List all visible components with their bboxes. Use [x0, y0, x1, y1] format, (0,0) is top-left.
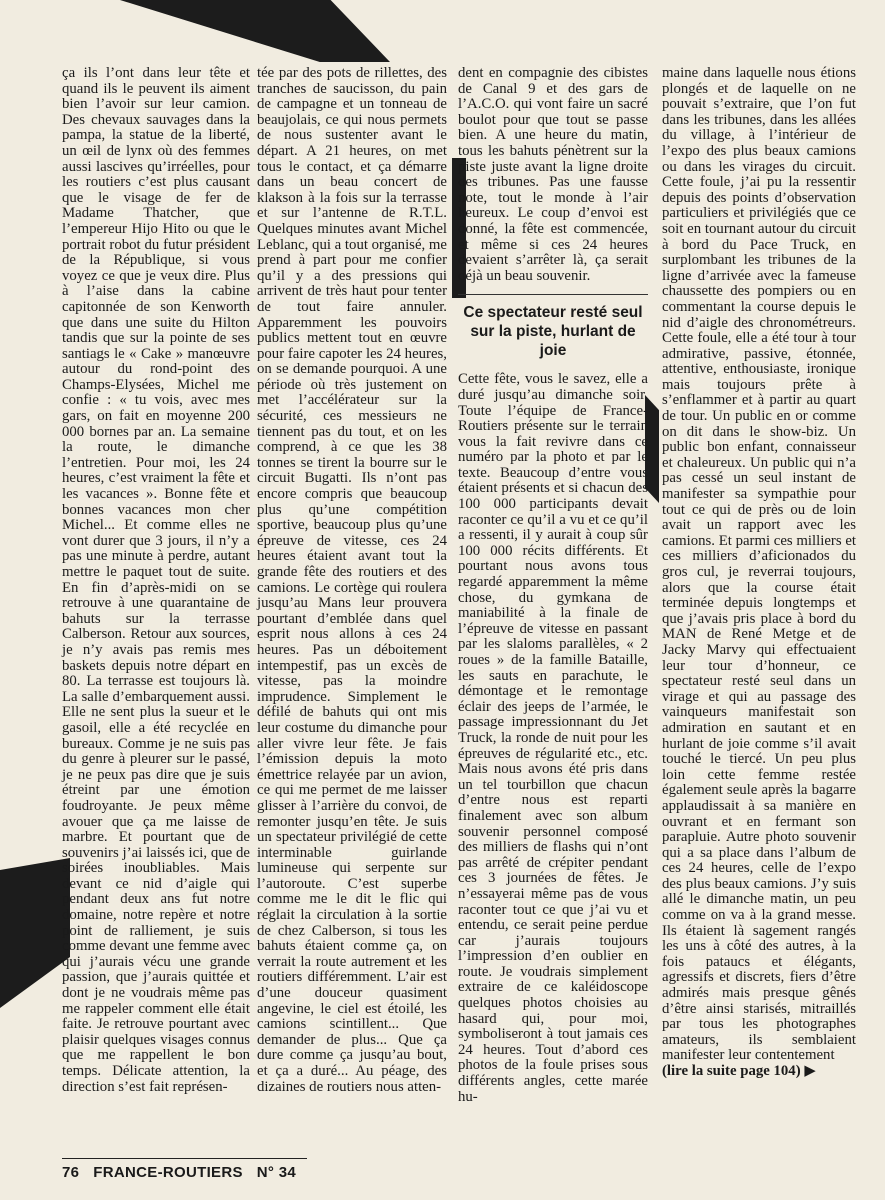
article-column-1 — [62, 66, 250, 1095]
article-column-4 — [662, 66, 856, 1080]
article-text: Cette fête, vous le savez, elle a duré jusqu’au dimanche soir. Toute l’équipe de France-Routiers présente sur le terrain vous la fait revivre dans ce numéro par la photo et par le texte. Beaucoup d’entre vous étaient présents et si chacun des 100 000 participants devait raconter ce qu’il a vu et ce qu’il a ressenti, il y aurait à coup sûr 100 000 récits différents. Et pourtant nous avons tous regardé apparemment la même chose, du gymkana de maniabilité à la finale de l’épreuve de vitesse en passant par les slaloms parallèles, « 2 roues » de la famille Bataille, les sauts en parachute, le démontage et le remontage éclair des jeeps de l’armée, le passage impressionnant du Jet Truck, la ronde de nuit pour les épreuves de régularité etc., etc. Mais nous avons été pris dans un tel tourbillon que chacun d’entre nous est reparti finalement avec son album souvenir personnel composé des milliers de flashs qui n’ont pas arrêté de crépiter pendant ces 3 journées de fêtes. Je n’essayerai même pas de vous raconter tout ce que j’ai vu et entendu, ce serait peine perdue car j’aurais toujours l’impression d’en oublier en route. Je voudrais simplement extraire de ce kaléidoscope quelques photos choisies au hasard qui, pour moi, symboliseront à tout jamais ces 24 heures. Tout d’abord ces photos de la foule prises sous différents angles, cette marée hu- — [458, 371, 648, 1105]
page-number: 76 — [62, 1164, 80, 1181]
article-column-3 — [458, 66, 648, 1105]
page-footer — [62, 1164, 296, 1181]
issue-number: N° 34 — [256, 1164, 296, 1181]
magazine-name: FRANCE-ROUTIERS — [93, 1164, 243, 1181]
decorative-shape-left — [0, 858, 70, 1008]
article-text: dent en compagnie des cibistes de Canal 9 et des gars de l’A.C.O. qui vont faire un sacré boulot pour que tout se passe bien. A une heure du matin, tous les bahuts pénètrent sur la piste juste avant la ligne droite des tribunes. Pas une fausse note, tout le monde à l’air heureux. Le coup d’envoi est donné, la fête est commencée, et même si ces 24 heures devaient s’arrêter là, ça serait déjà un beau souvenir. — [458, 65, 648, 284]
footer-rule — [62, 1158, 307, 1159]
decorative-shape-top — [120, 0, 390, 62]
section-heading: Ce spectateur resté seul sur la piste, hurlant de joie — [458, 294, 648, 360]
article-text: ça ils l’ont dans leur tête et quand ils le peuvent ils aiment bien l’avoir sur leur camion. Des chevaux sauvages dans la pampa, la statue de la liberté, un œil de lynx où des femmes aussi lascives qu’irréelles, pour les routiers c’est plus causant que le visage de fer de Madame Thatcher, que l’empereur Hijo Hito ou que le portrait robot du futur président de la République, si vous voyez ce que je veux dire. Plus à l’aise dans la cabine capitonnée de son Kenworth que dans une suite du Hilton tandis que sur la pointe de ses santiags le « Cake » manœuvre autour du rond-point des Champs-Elysées, Michel me confie : « tu vois, avec mes gars, on fait en moyenne 200 000 bornes par an. La semaine la route, le dimanche l’entretien. Pour moi, les 24 heures, c’est vraiment la fête et les vacances ». Bonne fête et bonnes vacances mon cher Michel... Et comme elles ne vont durer que 3 jours, il n’y a pas une minute à perdre, autant mettre le paquet tout de suite. En fin d’après-midi on se retrouve à une quarantaine de bahuts sur la terrasse Calberson. Retour aux sources, je n’y avais pas remis mes baskets depuis notre départ en 80. La terrasse est toujours là. La salle d’embarquement aussi. Elle ne sent plus la sueur et le gasoil, elle a été recyclée en bureaux. Comme je ne suis pas du genre à pleurer sur le passé, je ne peux pas dire que je suis étreint par une émotion foudroyante. Je peux même avouer que ça me laisse de marbre. Et pourtant que de souvenirs j’ai laissés ici, que de soirées inoubliables. Mais devant ce nid d’aigle qui pendant deux ans fut notre domaine, notre repère et notre point de ralliement, je suis comme devant une femme avec qui j’aurais vécu une grande passion, que j’aurais quittée et dont je ne voudrais même pas me rappeler comment elle était faite. Je retrouve pourtant avec plaisir quelques visages connus que me rappellent le bon temps. Délicate attention, la direction s’est fait représen- — [62, 65, 250, 1095]
article-text: maine dans laquelle nous étions plongés et de laquelle on ne pouvait s’extraire, que l’on fut dans les tribunes, dans les allées du village, à l’intérieur de l’expo des plus beaux camions ou dans les virages du circuit. Cette foule, j’ai pu la ressentir depuis des points d’observation particuliers et privilégiés que ce soit en tournant autour du circuit à bord du Pace Truck, en surplombant les tribunes de la ligne d’arrivée avec la fameuse chaussette des pompiers ou en commentant la course depuis le nid d’aigle des chronométreurs. Cette foule, elle a été tour à tour admirative, passive, étonnée, attentive, enthousiaste, ironique mais toujours prête à s’enflammer et à partir au quart de tour. Un public en or comme on dit dans le show-biz. Un public bon enfant, connaisseur et chaleureux. Un public qui n’a pas cessé un seul instant de manifester sa sympathie pour tout ce qui de près ou de loin avait un rapport avec les camions. Et parmi ces milliers et ces milliers d’aficionados du gros cul, je reverrai toujours, alors que la course était terminée depuis longtemps et que j’avais pris place à bord du MAN de René Metge et de Jacky Marvy qui effectuaient leur tour d’honneur, ce spectateur resté seul dans un virage et qui au passage des vainqueurs manifestait son admiration en sautant et en hurlant de joie comme s’il avait touché le tiercé. Un peu plus loin cette femme restée également seule après la bagarre applaudissait à sa manière en ouvrant et en fermant son parapluie. Autre photo souvenir qui a sa place dans l’album de ces 24 heures, celle de l’expo des plus beaux camions. J’y suis allé le dimanche matin, un peu comme on va à la grand messe. Ils étaient là sagement rangés les uns à côté des autres, à la fois pataucs et élégants, agressifs et discrets, fiers d’être admirés mais presque gênés d’être ainsi starisés, mitraillés par tous les photographes amateurs, ils semblaient manifester leur contentement — [662, 65, 856, 1064]
article-text: tée par des pots de rillettes, des tranches de saucisson, du pain de campagne et un tonneau de beaujolais, ce qui nous permets de nous sustenter avant le départ. A 21 heures, on met tous le contact, et ça démarre dans un beau concert de klakson à la fois sur la terrasse et sur l’antenne de R.T.L. Quelques minutes avant Michel Leblanc, qui a tout organisé, me prend à part pour me confier qu’il y a des pressions qui arrivent de très haut pour tenter de tout faire annuler. Apparemment les pouvoirs publics mettent tout en œuvre pour faire capoter les 24 heures, on se demande pourquoi. A une période où très justement on met l’accélérateur sur la sécurité, ces messieurs ne tiennent pas du tout, et on les comprend, à ce que les 38 tonnes se tirent la bourre sur le circuit Bugatti. Ils n’ont pas encore compris que beaucoup plus qu’une compétition sportive, beaucoup plus qu’une épreuve de vitesse, ces 24 heures étaient avant tout la grande fête des routiers et des camions. Le cortège qui roulera jusqu’au Mans leur prouvera pourtant d’emblée dans quel esprit nous allons à ces 24 heures. Pas un déboitement intempestif, pas un excès de vitesse, pas la moindre imprudence. Simplement le défilé de bahuts qui ont mis leur costume du dimanche pour aller vivre leur fête. Je fais l’émission depuis la moto émettrice relayée par un avion, ce qui me permet de me laisser glisser à l’arrière du convoi, de remonter jusqu’en tête. Je suis un spectateur privilégié de cette interminable guirlande lumineuse qui serpente sur l’autoroute. C’est superbe comme me le dit le flic qui réglait la circulation à la sortie de chez Calberson, si tous les bahuts étaient comme ça, on verrait la route autrement et les routiers différemment. L’air est d’une douceur quasiment angevine, le ciel est étoilé, les camions scintillent... Que demander de plus... Que ça dure comme ça jusqu’au bout, et ça a duré... Au péage, des dizaines de routiers nous atten- — [257, 65, 447, 1095]
article-column-2 — [257, 66, 447, 1095]
continued-on-link[interactable]: (lire la suite page 104) ▶ — [662, 1063, 816, 1079]
